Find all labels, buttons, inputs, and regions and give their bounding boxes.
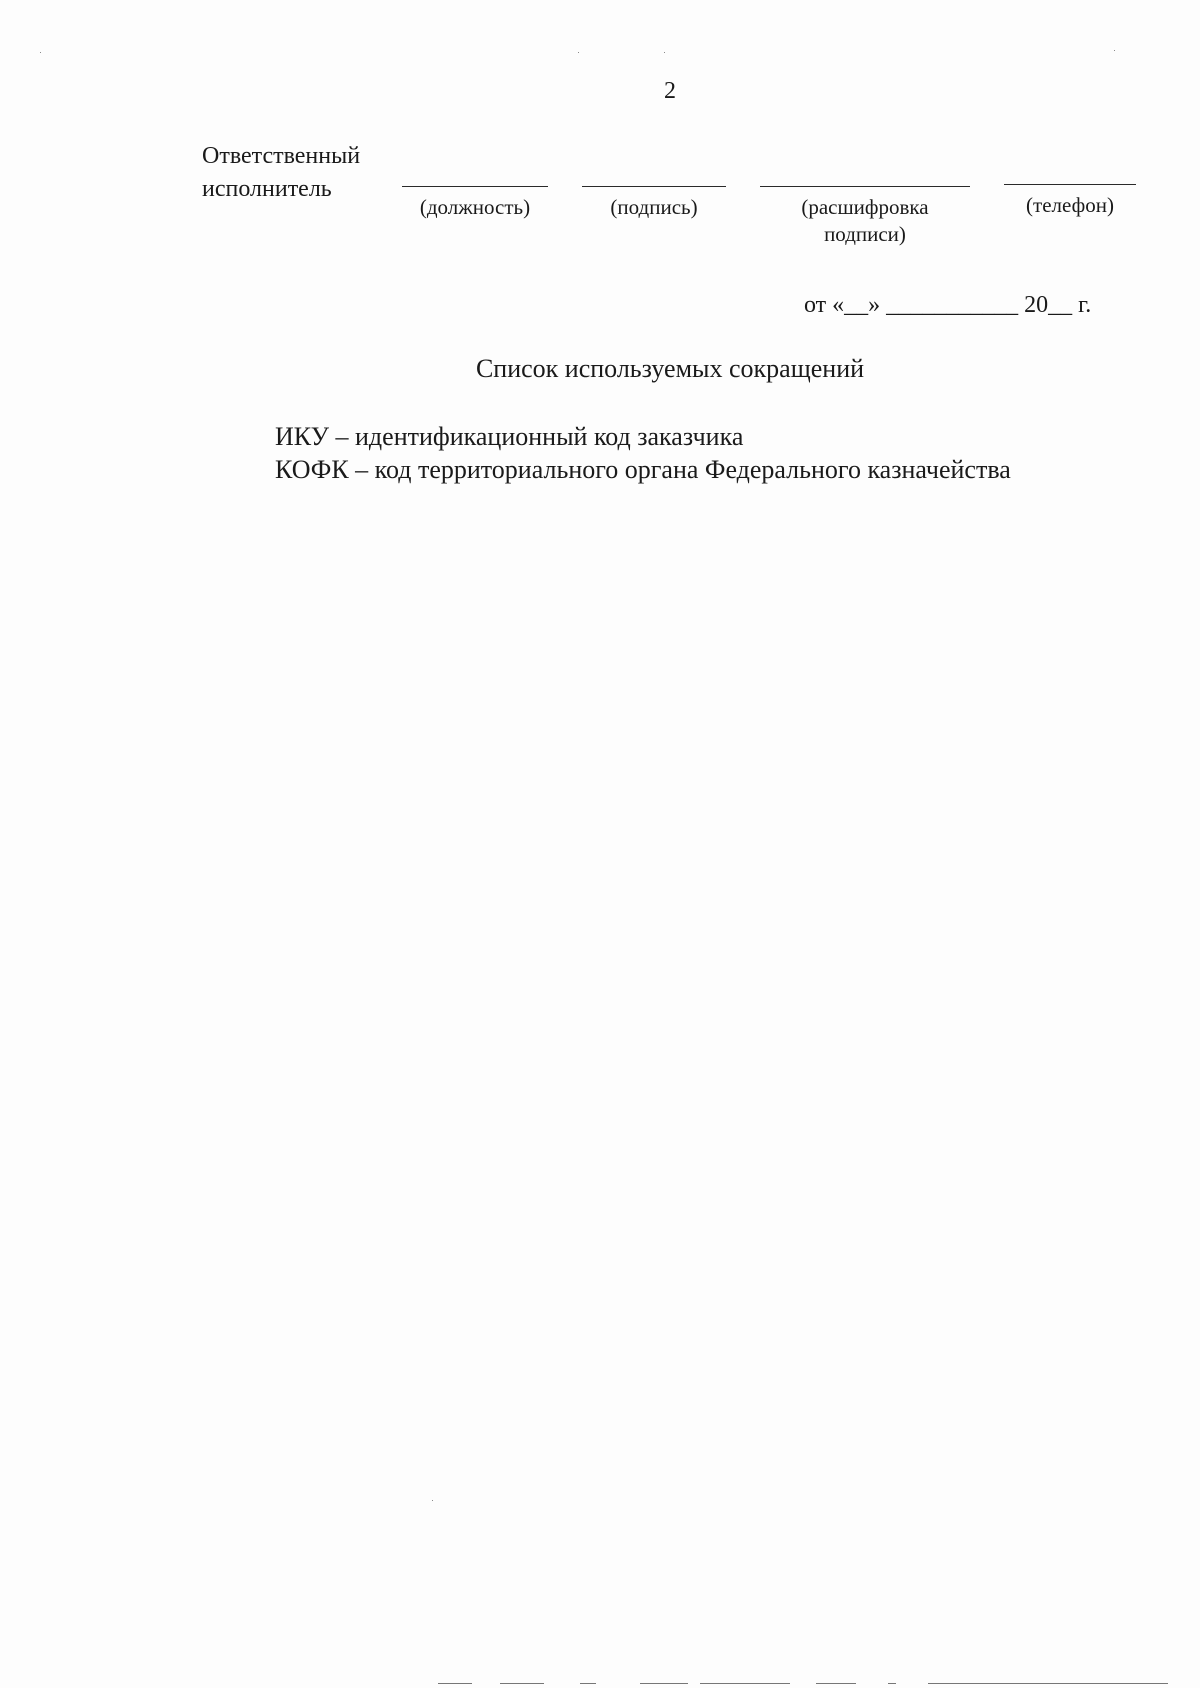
phone-field <box>1004 184 1136 219</box>
executor-label-line2: исполнитель <box>202 176 332 202</box>
abbreviations-title: Список используемых сокращений <box>475 354 865 383</box>
signature-decoding-caption-line2: подписи) <box>824 222 906 246</box>
abbreviation-item: КОФК – код территориального органа Федерального казначейства <box>275 455 1011 484</box>
abbreviations-list <box>275 420 1011 486</box>
responsible-executor-label <box>202 140 360 206</box>
signature-caption: (подпись) <box>610 195 698 219</box>
date-line: от «__» ___________ 20__ г. <box>804 292 1092 318</box>
scan-speck <box>432 1500 433 1501</box>
position-field <box>402 186 548 221</box>
signature-field <box>582 186 726 221</box>
scan-bottom-edge-marks <box>430 1683 1190 1685</box>
abbreviation-item: ИКУ – идентификационный код заказчика <box>275 422 744 451</box>
page-number: 2 <box>664 78 676 104</box>
signature-decoding-line <box>760 186 970 187</box>
scan-speck <box>664 52 665 53</box>
signature-decoding-caption-line1: (расшифровка <box>801 195 929 219</box>
position-line <box>402 186 548 187</box>
scan-speck <box>1114 50 1115 51</box>
signature-decoding-field <box>760 186 970 248</box>
phone-line <box>1004 184 1136 185</box>
scan-speck <box>578 52 579 53</box>
scan-speck <box>40 52 41 53</box>
executor-label-line1: Ответственный <box>202 143 361 169</box>
signature-line <box>582 186 726 187</box>
phone-caption: (телефон) <box>1026 193 1114 217</box>
position-caption: (должность) <box>419 195 531 219</box>
